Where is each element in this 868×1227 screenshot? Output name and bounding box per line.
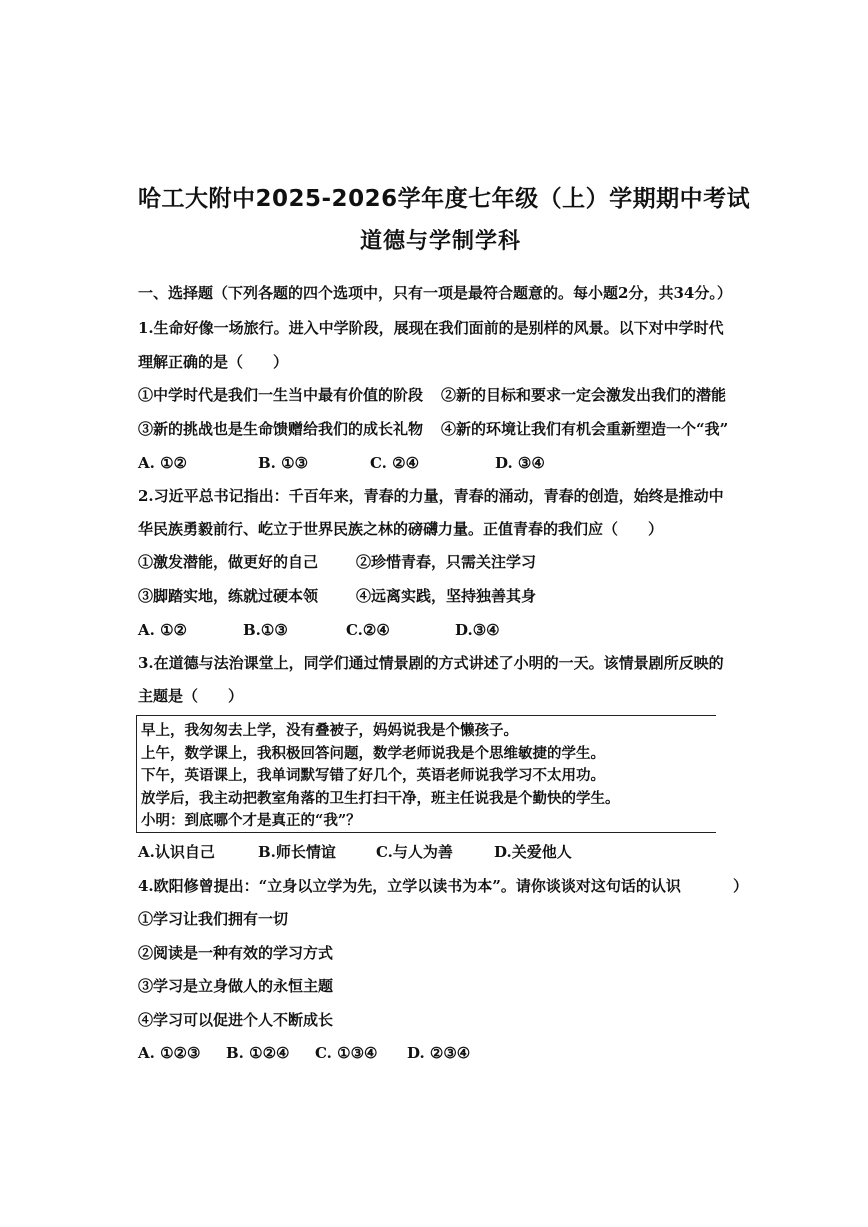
q3-scenario-line-1: 早上，我匆匆去上学，没有叠被子，妈妈说我是个懒孩子。 [141,722,518,739]
q2-statement-3: ③脚踏实地，练就过硬本领 [138,587,319,605]
q2-statement-4: ④远离实践，坚持独善其身 [356,587,537,605]
q3-scenario-box [136,715,716,833]
q2-choice-d: D.③④ [455,621,500,639]
q2-stem-line2: 华民族勇毅前行、屹立于世界民族之林的磅礴力量。正值青春的我们应（ ） [138,520,664,538]
q3-choice-c: C.与人为善 [376,843,453,861]
q3-choice-b: B.师长情谊 [258,843,336,861]
q1-choice-a: A. ①② [138,454,187,472]
q2-statement-2: ②珍惜青春，只需关注学习 [356,553,537,571]
q4-stem: 4.欧阳修曾提出：“立身以立学为先，立学以读书为本”。请你谈谈对这句话的认识 [138,877,681,895]
q2-stem-line1: 2.习近平总书记指出：千百年来，青春的力量，青春的涌动，青春的创造，始终是推动中 [138,487,724,505]
q4-statement-2: ②阅读是一种有效的学习方式 [138,944,334,962]
q4-choice-b: B. ①②④ [226,1044,290,1062]
q1-statement-3: ③新的挑战也是生命馈赠给我们的成长礼物 [138,420,424,438]
q4-choice-d: D. ②③④ [407,1044,471,1062]
q1-statement-4: ④新的环境让我们有机会重新塑造一个“我” [441,420,729,438]
q1-statement-1: ①中学时代是我们一生当中最有价值的阶段 [138,386,424,404]
q3-scenario-line-3: 下午，英语课上，我单词默写错了好几个，英语老师说我学习不太用功。 [141,767,605,784]
q4-choice-c: C. ①③④ [315,1044,378,1062]
q1-choice-c: C. ②④ [370,454,420,472]
q3-scenario-line-5: 小明：到底哪个才是真正的“我”？ [141,812,361,829]
q1-stem-line2: 理解正确的是（ ） [138,353,289,371]
q3-scenario-line-2: 上午，数学课上，我积极回答问题，数学老师说我是个思维敏捷的学生。 [141,744,605,762]
q3-stem-line2: 主题是（ ） [138,687,244,705]
q2-statement-1: ①激发潜能，做更好的自己 [138,553,319,571]
q2-choice-c: C.②④ [346,621,390,639]
q1-choice-d: D. ③④ [495,454,545,472]
q3-stem-line1: 3.在道德与法治课堂上，同学们通过情景剧的方式讲述了小明的一天。该情景剧所反映的 [138,654,724,672]
q1-stem-line1: 1.生命好像一场旅行。进入中学阶段，展现在我们面前的是别样的风景。以下对中学时代 [138,319,724,337]
q3-choice-d: D.关爱他人 [494,843,572,861]
section-heading: 一、选择题（下列各题的四个选项中，只有一项是最符合题意的。每小题2分，共34分。） [138,284,732,302]
exam-subject-title: 道德与学制学科 [360,229,522,254]
q3-scenario-line-4: 放学后，我主动把教室角落的卫生打扫干净，班主任说我是个勤快的学生。 [141,789,620,807]
q2-choice-b: B.①③ [243,621,288,639]
q2-choice-a: A. ①② [138,621,187,639]
q4-statement-4: ④学习可以促进个人不断成长 [138,1011,334,1029]
q1-statement-2: ②新的目标和要求一定会激发出我们的潜能 [441,386,727,404]
q1-choice-b: B. ①③ [258,454,309,472]
q4-choice-a: A. ①②③ [138,1044,201,1062]
q4-stem-paren: ） [733,877,749,895]
q4-statement-1: ①学习让我们拥有一切 [138,910,289,928]
q3-choice-a: A.认识自己 [138,843,215,861]
exam-title: 哈工大附中2025-2026学年度七年级（上）学期期中考试 [138,186,751,212]
q4-statement-3: ③学习是立身做人的永恒主题 [138,977,334,995]
